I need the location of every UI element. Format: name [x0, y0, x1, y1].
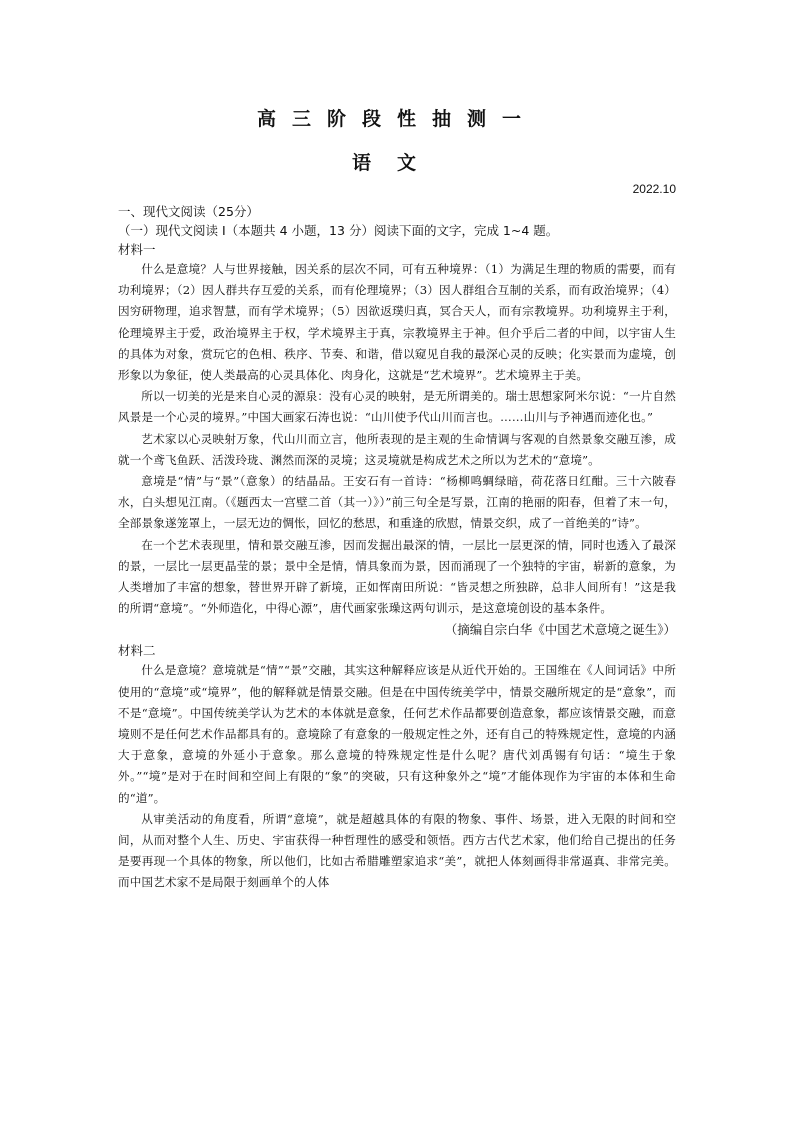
material-one-paragraph: 在一个艺术表现里，情和景交融互渗，因而发掘出最深的情，一层比一层更深的情，同时也透入了最深的景，一层比一层更晶莹的景；景中全是情，情具象而为景，因而涌现了一个独特的宇宙，崭新的意象，为人类增加了丰富的想象，替世界开辟了新境，正如恽南田所说：“皆灵想之所独辟，总非人间所有！”这是我的所谓“意境”。“外师造化，中得心源”，唐代画家张璪这两句训示，是这意境创设的基本条件。	[118, 537, 676, 616]
exam-date: 2022.10	[632, 182, 676, 196]
section-heading: 一、现代文阅读（25分）	[118, 204, 259, 219]
material-two-label: 材料二	[118, 643, 156, 659]
material-one-paragraph: 所以一切美的光是来自心灵的源泉：没有心灵的映射，是无所谓美的。瑞士思想家阿米尔说：“一片自然风景是一个心灵的境界。”中国大画家石涛也说：“山川使予代山川而言也。……山川与予神遇而迹化也。”	[118, 389, 676, 425]
material-one-source: （摘编自宗白华《中国艺术意境之诞生》）	[444, 622, 676, 638]
document-body	[118, 202, 676, 894]
material-two-paragraph: 什么是意境？意境就是“情”“景”交融，其实这种解释应该是从近代开始的。王国维在《人间词话》中所使用的“意境”或“境界”，他的解释就是情景交融。但是在中国传统美学中，情景交融所规定的是“意象”，而不是“意境”。中国传统美学认为艺术的本体就是意象，任何艺术作品都要创造意象，都应该情景交融，而意境则不是任何艺术作品都具有的。意境除了有意象的一般规定性之外，还有自己的特殊规定性，意境的内涵大于意象，意境的外延小于意象。那么意境的特殊规定性是什么呢？唐代刘禹锡有句话：“境生于象外。”“境”是对于在时间和空间上有限的“象”的突破，只有这种象外之“境”才能体现作为宇宙的本体和生命的“道”。	[118, 663, 676, 805]
material-two-paragraph: 从审美活动的角度看，所谓“意境”，就是超越具体的有限的物象、事件、场景，进入无限的时间和空间，从而对整个人生、历史、宇宙获得一种哲理性的感受和领悟。西方古代艺术家，他们给自己提出的任务是要再现一个具体的物象，所以他们，比如古希腊雕塑家追求“美”，就把人体刻画得非常逼真、非常完美。而中国艺术家不是局限于刻画单个的人体	[118, 811, 676, 890]
material-one-paragraph: 什么是意境？人与世界接触，因关系的层次不同，可有五种境界：（1）为满足生理的物质的需要，而有功利境界；（2）因人群共存互爱的关系，而有伦理境界；（3）因人群组合互制的关系，而有政治境界；（4）因穷研物理，追求智慧，而有学术境界；（5）因欲返璞归真，冥合天人，而有宗教境界。功利境界主于利，伦理境界主于爱，政治境界主于权，学术境界主于真，宗教境界主于神。但介乎后二者的中间，以宇宙人生的具体为对象，赏玩它的色相、秩序、节奏、和谐，借以窥见自我的最深心灵的反映；化实景而为虚境，创形象以为象征，使人类最高的心灵具体化、肉身化，这就是“艺术境界”。艺术境界主于美。	[118, 262, 676, 383]
page-title: 高三阶段性抽测一	[256, 108, 537, 130]
section-subheading: （一）现代文阅读 I（本题共 4 小题，13 分）阅读下面的文字，完成 1~4 题。	[118, 223, 559, 238]
material-one-paragraph: 艺术家以心灵映射万象，代山川而立言，他所表现的是主观的生命情调与客观的自然景象交融互渗，成就一个鸢飞鱼跃、活泼玲珑、渊然而深的灵境；这灵境就是构成艺术之所以为艺术的“意境”。	[118, 431, 676, 467]
material-one-label: 材料一	[118, 242, 156, 257]
subject-title: 语文	[351, 152, 442, 174]
material-one-paragraph: 意境是“情”与“景”（意象）的结晶品。王安石有一首诗：“杨柳鸣蜩绿暗，荷花落日红酣。三十六陂春水，白头想见江南。（《题西太一宫壁二首（其一）》）”前三句全是写景，江南的艳丽的阳春，但着了末一句，全部景象遂笼罩上，一层无边的惆怅，回忆的愁思，和重逢的欣慰，情景交织，成了一首绝美的“诗”。	[118, 474, 676, 531]
